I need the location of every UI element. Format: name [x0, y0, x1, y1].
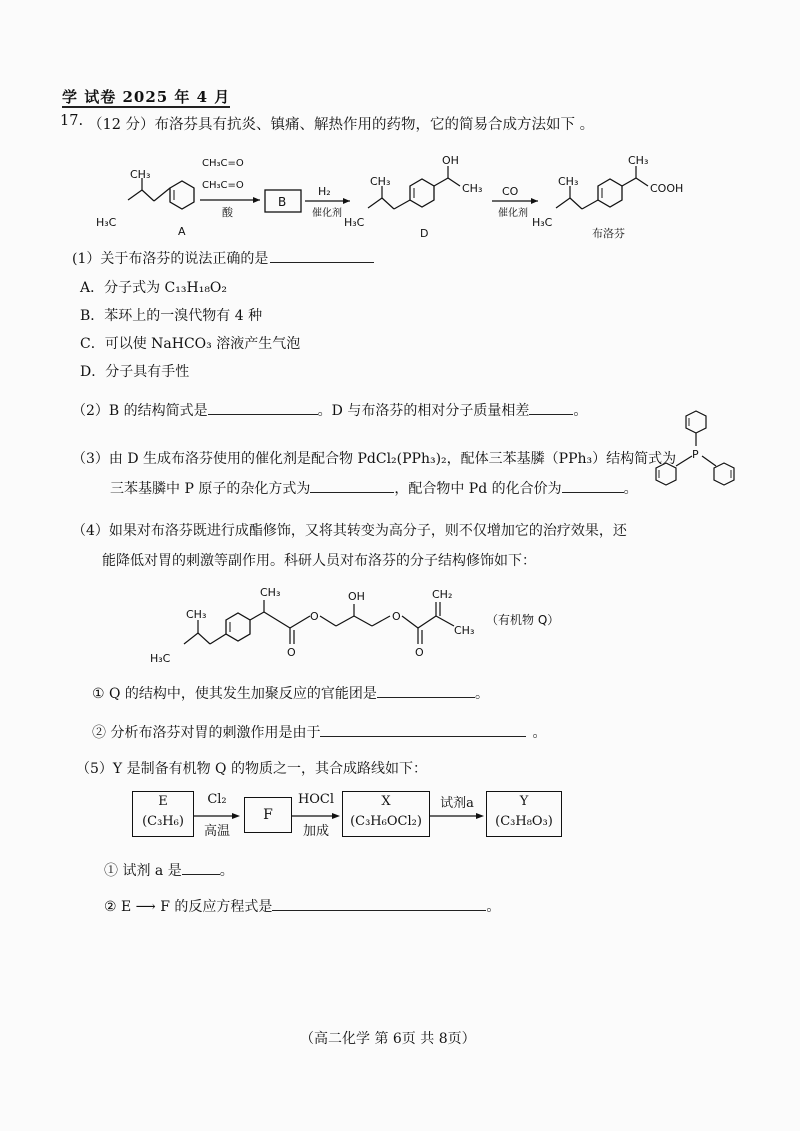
box-x-top: X — [381, 794, 391, 809]
arrow-x-y — [430, 812, 484, 820]
box-y-bottom: (C₃H₈O₃) — [495, 814, 553, 829]
q-ch2: CH₂ — [432, 588, 453, 601]
q3-line2: 三苯基膦中 P 原子的杂化方式为 ，配合物中 Pd 的化合价为 。 — [110, 478, 638, 498]
arrow1-below: 酸 — [222, 206, 233, 219]
label-d: D — [420, 227, 429, 240]
q5-sub1: ① 试剂 a 是 。 — [104, 860, 234, 880]
question-number: 17. — [60, 113, 84, 129]
page-footer: （高二化学 第 6页 共 8页） — [300, 1031, 476, 1047]
page-header: 学 试卷 2025 年 4 月 — [62, 88, 231, 106]
q1-option-c: C．可以使 NaHCO₃ 溶液产生气泡 — [80, 336, 301, 352]
q1-option-d: D．分子具有手性 — [80, 364, 190, 380]
arrow2-above: H₂ — [318, 185, 331, 198]
q-h3c: H₃C — [150, 652, 171, 665]
arrow-f-x-below: 加成 — [302, 824, 329, 839]
q5-blank-equation[interactable] — [272, 896, 486, 911]
box-e-top: E — [158, 794, 168, 809]
box-b-label: B — [278, 195, 287, 209]
box-x — [342, 791, 430, 837]
arrow-f-x-above: HOCl — [297, 792, 335, 807]
a-h3c-label: H₃C — [96, 216, 117, 229]
arrow-e-f — [194, 812, 240, 820]
ibu-ch3-label-top: CH₃ — [628, 154, 649, 167]
q5-line: （5）Y 是制备有机物 Q 的物质之一，其合成路线如下： — [76, 761, 427, 777]
label-a: A — [178, 225, 186, 238]
q-label: （有机物 Q） — [486, 613, 560, 627]
q1-answer-blank[interactable] — [270, 248, 374, 263]
a-ch3-label: CH₃ — [130, 168, 151, 181]
q-o-ester1: O — [310, 610, 319, 623]
q4-line2: 能降低对胃的刺激等副作用。科研人员对布洛芬的分子结构修饰如下： — [102, 553, 536, 569]
reagent-bottom: CH₃C=O — [202, 180, 244, 191]
ibu-cooh-label: COOH — [650, 182, 684, 195]
q-ch3-top: CH₃ — [260, 586, 281, 599]
d-ch3-label-right: CH₃ — [462, 182, 483, 195]
q-ch3-right: CH₃ — [454, 624, 475, 637]
q-oh: OH — [348, 590, 365, 603]
box-e — [132, 791, 194, 837]
arrow3-above: CO — [502, 185, 519, 198]
synthesis-scheme — [90, 138, 730, 246]
d-ch3-label-left: CH₃ — [370, 175, 391, 188]
arrow-e-f-below: 高温 — [203, 824, 230, 839]
q2-line: （2）B 的结构简式是 。D 与布洛芬的相对分子质量相差 。 — [72, 400, 587, 420]
box-y-top: Y — [519, 794, 529, 809]
box-f: F — [244, 797, 292, 833]
q3-line1: （3）由 D 生成布洛芬使用的催化剂是配合物 PdCl₂(PPh₃)₂，配体三苯基膦（PPh₃）结构简式为 — [72, 451, 677, 467]
q4-line1: （4）如果对布洛芬既进行成酯修饰，又将其转变为高分子，则不仅增加它的治疗效果，还 — [72, 523, 627, 539]
ibu-ch3-label-left: CH₃ — [558, 175, 579, 188]
arrow-x-y-above: 试剂a — [440, 796, 474, 811]
q5-sub2: ② E ⟶ F 的反应方程式是 。 — [104, 896, 500, 916]
arrow2-below: 催化剂 — [312, 208, 342, 219]
q2-blank-b[interactable] — [208, 400, 318, 415]
arrow-e-f-above: Cl₂ — [207, 792, 227, 807]
compound-q-structure — [140, 578, 620, 670]
pph3-structure — [648, 408, 740, 494]
q3-blank-valence[interactable] — [562, 478, 624, 493]
q-o-carbonyl1: O — [287, 646, 296, 659]
q-o-carbonyl2: O — [415, 646, 424, 659]
label-ibuprofen: 布洛芬 — [592, 227, 625, 240]
arrow3-below: 催化剂 — [498, 208, 528, 219]
d-oh-label: OH — [442, 154, 459, 167]
q4-blank-stomach[interactable] — [320, 722, 526, 737]
box-y — [486, 791, 562, 837]
reagent-top: CH₃C=O — [202, 158, 244, 169]
compound-a-structure — [128, 178, 194, 209]
q4-sub1: ① Q 的结构中，使其发生加聚反应的官能团是 。 — [92, 683, 489, 703]
q4-blank-functional-group[interactable] — [377, 683, 475, 698]
question-stem: （12 分）布洛芬具有抗炎、镇痛、解热作用的药物，它的简易合成方法如下 。 — [88, 117, 595, 133]
ibu-h3c-label: H₃C — [532, 216, 553, 229]
q5-blank-reagent[interactable] — [182, 860, 220, 875]
q-ch3-left: CH₃ — [186, 608, 207, 621]
q2-blank-mass[interactable] — [529, 400, 573, 415]
d-h3c-label: H₃C — [344, 216, 365, 229]
q3-blank-hybrid[interactable] — [310, 478, 394, 493]
q1-option-b: B．苯环上的一溴代物有 4 种 — [80, 308, 263, 324]
box-x-bottom: (C₃H₆OCl₂) — [350, 814, 422, 829]
q1-prompt: (1）关于布洛芬的说法正确的是 — [72, 248, 374, 268]
pph3-p-label: P — [692, 448, 699, 461]
box-e-bottom: (C₃H₆) — [142, 814, 184, 829]
arrow-f-x — [292, 812, 340, 820]
q4-sub2: ② 分析布洛芬对胃的刺激作用是由于 。 — [92, 722, 546, 742]
q1-option-a: A．分子式为 C₁₃H₁₈O₂ — [80, 280, 228, 296]
q-o-ester2: O — [392, 610, 401, 623]
